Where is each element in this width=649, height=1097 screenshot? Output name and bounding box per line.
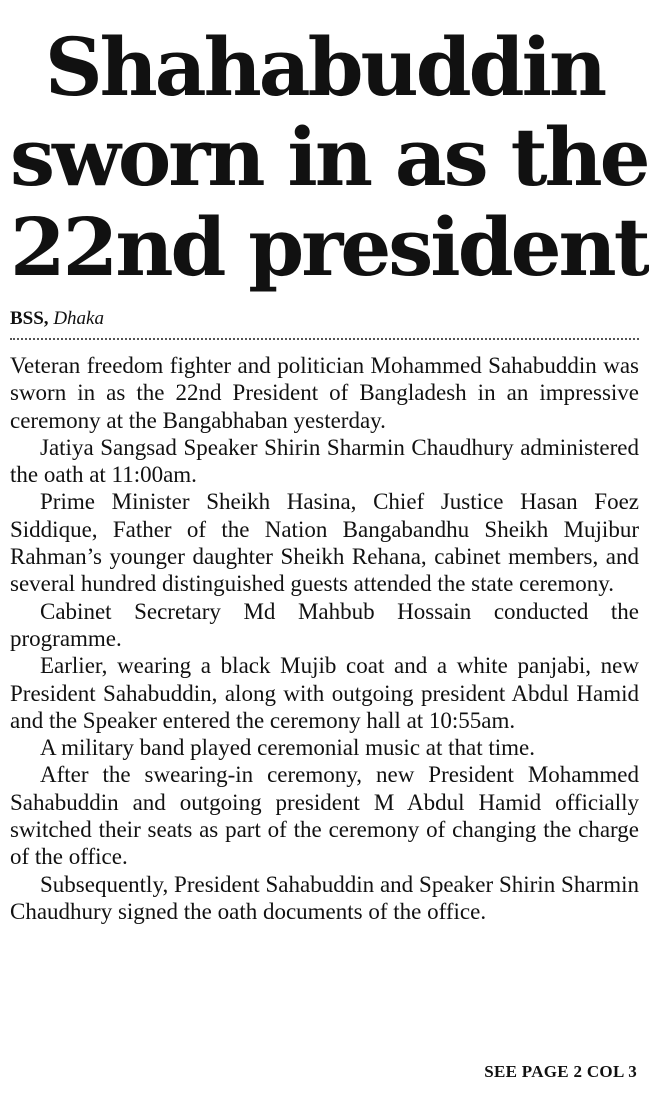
headline <box>10 0 648 294</box>
headline-line-1: Shahabuddin <box>44 20 605 114</box>
paragraph: Subsequently, President Sahabuddin and Speaker Shirin Sharmin Chaudhury signed the oath documents of the office. <box>10 871 639 924</box>
byline-place: Dhaka <box>53 308 104 329</box>
paragraph: After the swearing-in ceremony, new President Mohammed Sahabuddin and outgoing president M Abdul Hamid officially switched their seats as part of the ceremony of changing the charge of the office. <box>10 762 639 870</box>
byline-agency: BSS, <box>10 308 49 329</box>
paragraph: Jatiya Sangsad Speaker Shirin Sharmin Chaudhury administered the oath at 11:00am. <box>10 434 639 488</box>
paragraph: Cabinet Secretary Md Mahbub Hossain conducted the programme. <box>10 598 639 651</box>
headline-line-3: 22nd president <box>10 200 648 294</box>
continuation-jump-line: SEE PAGE 2 COL 3 <box>484 1062 637 1081</box>
dotted-divider <box>10 338 639 340</box>
paragraph: Prime Minister Sheikh Hasina, Chief Justice Hasan Foez Siddique, Father of the Nation Bangabandhu Sheikh Mujibur Rahman’s younger daughter Sheikh Rehana, cabinet members, and several hundred distinguished guests attended the state ceremony. <box>10 489 639 597</box>
paragraph: Veteran freedom fighter and politician Mohammed Sahabuddin was sworn in as the 22nd President of Bangladesh in an impressive ceremony at the Bangabhaban yesterday. <box>10 353 639 433</box>
article-body <box>10 352 639 925</box>
headline-line-2: sworn in as the <box>10 110 648 204</box>
paragraph: A military band played ceremonial music at that time. <box>40 735 535 761</box>
byline <box>10 308 639 330</box>
paragraph: Earlier, wearing a black Mujib coat and a white panjabi, new President Sahabuddin, along with outgoing president Abdul Hamid and the Speaker entered the ceremony hall at 10:55am. <box>10 653 639 733</box>
